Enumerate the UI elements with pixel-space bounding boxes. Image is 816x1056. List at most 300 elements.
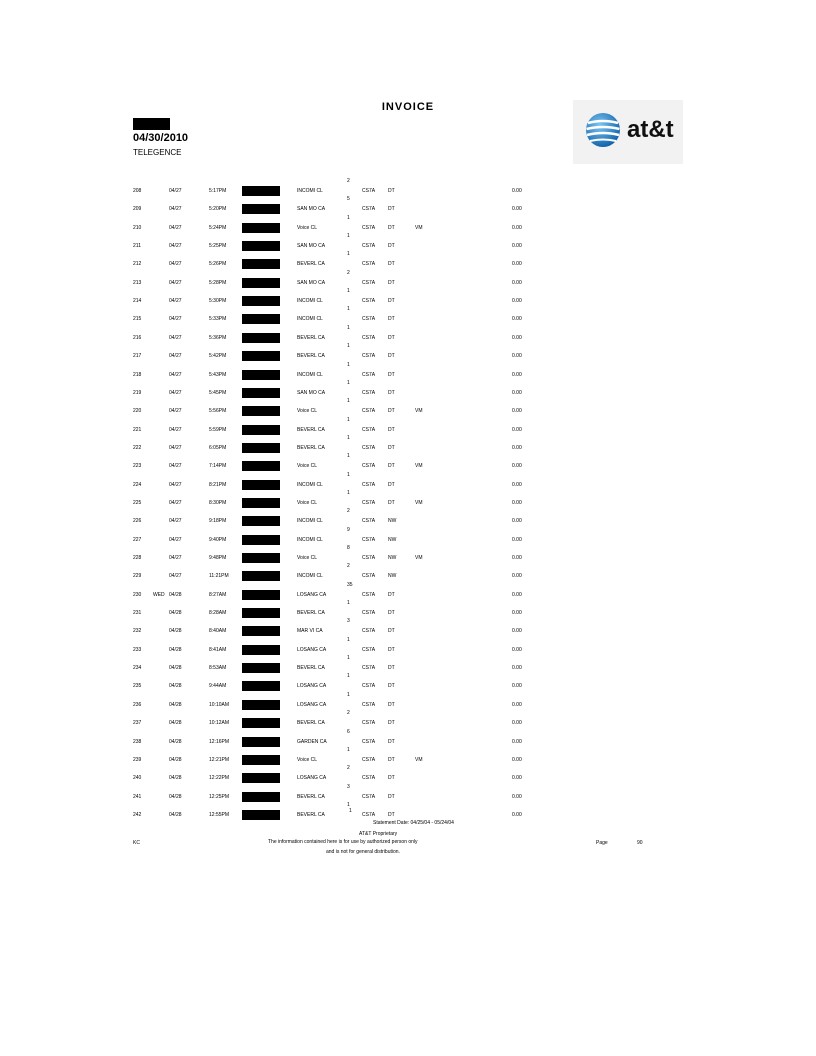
row-index: 229 — [133, 573, 142, 580]
row-feature-code: NW — [388, 555, 397, 561]
row-date: 04/28 — [169, 665, 182, 672]
table-row — [0, 343, 816, 361]
row-location: SAN MO CA — [297, 206, 326, 213]
row-date: 04/27 — [169, 279, 182, 286]
row-rate-code: CS7A — [362, 389, 376, 396]
redacted-number — [242, 351, 280, 361]
row-rate-code: CS7A — [362, 665, 376, 672]
redacted-number — [242, 498, 280, 508]
row-date: 04/27 — [169, 573, 182, 580]
row-date: 04/27 — [169, 481, 182, 488]
footer-code: KC — [133, 840, 140, 846]
row-time: 5:59PM — [209, 426, 227, 433]
row-feature-code: DT — [388, 298, 395, 305]
row-minutes: 1 — [347, 324, 350, 331]
table-row — [0, 398, 816, 416]
row-amount: 0.00 — [512, 536, 522, 543]
table-row — [0, 417, 816, 435]
row-feature-code: DT — [388, 444, 395, 451]
row-date: 04/27 — [169, 518, 182, 525]
row-voicemail-flag: VM — [415, 463, 423, 470]
invoice-title: INVOICE — [381, 101, 435, 113]
row-rate-code: CS7A — [362, 738, 376, 745]
row-voicemail-flag: VM — [415, 555, 423, 561]
row-index: 236 — [133, 701, 142, 708]
table-row — [0, 325, 816, 343]
row-time: 9:44AM — [209, 683, 227, 690]
row-date: 04/27 — [169, 444, 182, 451]
redacted-number — [242, 241, 280, 251]
row-minutes: 5 — [347, 196, 350, 203]
table-row — [0, 802, 816, 820]
row-time: 5:26PM — [209, 261, 227, 268]
row-rate-code: CS7A — [362, 591, 376, 598]
row-index: 228 — [133, 555, 142, 561]
row-minutes: 1 — [347, 306, 350, 313]
redacted-number — [242, 571, 280, 581]
table-row — [0, 306, 816, 324]
row-index: 234 — [133, 665, 142, 672]
row-voicemail-flag: VM — [415, 756, 423, 763]
row-time: 7:14PM — [209, 463, 227, 470]
row-minutes: 1 — [347, 361, 350, 368]
row-index: 214 — [133, 298, 142, 305]
row-date: 04/28 — [169, 775, 182, 782]
row-index: 220 — [133, 408, 142, 415]
row-voicemail-flag: VM — [415, 499, 423, 506]
row-location: INCOMI CL — [297, 298, 323, 305]
table-row — [0, 233, 816, 251]
row-feature-code: DT — [388, 334, 395, 341]
row-amount: 0.00 — [512, 371, 522, 378]
row-date: 04/27 — [169, 243, 182, 250]
row-minutes: 2 — [347, 710, 350, 717]
row-index: 232 — [133, 628, 142, 635]
row-rate-code: CS7A — [362, 499, 376, 506]
row-minutes: 2 — [347, 508, 350, 515]
row-amount: 0.00 — [512, 243, 522, 250]
row-location: BEVERL CA — [297, 353, 325, 360]
row-time: 9:40PM — [209, 536, 227, 543]
row-location: Voice CL — [297, 555, 318, 561]
table-row — [0, 637, 816, 655]
row-minutes: 2 — [347, 269, 350, 276]
row-feature-code: DT — [388, 628, 395, 635]
table-row — [0, 251, 816, 269]
row-time: 10:10AM — [209, 701, 230, 708]
row-feature-code: NW — [388, 536, 397, 543]
row-rate-code: CS7A — [362, 793, 376, 800]
table-row — [0, 215, 816, 233]
row-location: LOSANG CA — [297, 646, 327, 653]
row-amount: 0.00 — [512, 224, 522, 231]
row-rate-code: CS7A — [362, 261, 376, 268]
row-time: 8:53AM — [209, 665, 227, 672]
row-rate-code: CS7A — [362, 646, 376, 653]
row-amount: 0.00 — [512, 481, 522, 488]
row-location: INCOMI CL — [297, 316, 323, 323]
row-weekday: WED — [153, 591, 165, 598]
row-feature-code: NW — [388, 518, 397, 525]
row-time: 9:48PM — [209, 555, 227, 561]
row-rate-code: CS7A — [362, 683, 376, 690]
row-location: Voice CL — [297, 756, 318, 763]
table-row — [0, 270, 816, 288]
row-amount: 0.00 — [512, 206, 522, 213]
confidentiality-notice-line1: The information contained here is for use by authorized person only — [268, 839, 418, 845]
row-feature-code: DT — [388, 591, 395, 598]
row-date: 04/28 — [169, 811, 182, 818]
table-row — [0, 692, 816, 710]
table-row — [0, 765, 816, 783]
row-date: 04/27 — [169, 408, 182, 415]
row-location: Voice CL — [297, 224, 318, 231]
redacted-number — [242, 792, 280, 802]
row-date: 04/27 — [169, 188, 182, 194]
row-date: 04/28 — [169, 683, 182, 690]
row-minutes: 1 — [347, 233, 350, 240]
table-row — [0, 490, 816, 508]
row-date: 04/27 — [169, 371, 182, 378]
row-date: 04/27 — [169, 206, 182, 213]
row-rate-code: CS7A — [362, 444, 376, 451]
table-row — [0, 747, 816, 765]
redacted-number — [242, 626, 280, 636]
row-location: INCOMI CL — [297, 481, 323, 488]
row-time: 8:41AM — [209, 646, 227, 653]
row-time: 5:33PM — [209, 316, 227, 323]
page-number: 90 — [637, 840, 643, 846]
redacted-number — [242, 553, 280, 563]
row-rate-code: CS7A — [362, 408, 376, 415]
row-date: 04/28 — [169, 646, 182, 653]
redacted-number — [242, 645, 280, 655]
table-row — [0, 380, 816, 398]
redacted-number — [242, 535, 280, 545]
row-date: 04/27 — [169, 298, 182, 305]
row-index: 209 — [133, 206, 142, 213]
row-amount: 0.00 — [512, 518, 522, 525]
redacted-number — [242, 278, 280, 288]
row-amount: 0.00 — [512, 720, 522, 727]
row-index: 231 — [133, 610, 142, 617]
redacted-number — [242, 718, 280, 728]
table-row — [0, 673, 816, 691]
row-feature-code: DT — [388, 188, 395, 194]
row-rate-code: CS7A — [362, 353, 376, 360]
row-time: 12:16PM — [209, 738, 230, 745]
row-feature-code: DT — [388, 499, 395, 506]
row-amount: 0.00 — [512, 738, 522, 745]
row-index: 227 — [133, 536, 142, 543]
row-minutes: 1 — [347, 471, 350, 478]
row-index: 221 — [133, 426, 142, 433]
row-location: Voice CL — [297, 499, 318, 506]
row-minutes: 1 — [347, 214, 350, 221]
row-time: 11:21PM — [209, 573, 229, 580]
table-row — [0, 729, 816, 747]
row-location: BEVERL CA — [297, 444, 325, 451]
row-feature-code: DT — [388, 353, 395, 360]
row-minutes: 1 — [347, 379, 350, 386]
redacted-number — [242, 223, 280, 233]
redacted-number — [242, 516, 280, 526]
row-time: 5:36PM — [209, 334, 227, 341]
statement-date: Statement Date: 04/25/04 - 05/24/04 — [373, 820, 454, 826]
redacted-number — [242, 186, 280, 196]
row-date: 04/27 — [169, 224, 182, 231]
row-minutes: 1 — [347, 416, 350, 423]
row-rate-code: CS7A — [362, 224, 376, 231]
row-minutes: 3 — [347, 783, 350, 790]
row-location: BEVERL CA — [297, 665, 325, 672]
row-rate-code: CS7A — [362, 279, 376, 286]
row-location: SAN MO CA — [297, 243, 326, 250]
row-index: 225 — [133, 499, 142, 506]
row-index: 224 — [133, 481, 142, 488]
row-rate-code: CS7A — [362, 334, 376, 341]
row-rate-code: CS7A — [362, 811, 376, 818]
row-feature-code: DT — [388, 408, 395, 415]
row-minutes: 1 — [347, 746, 350, 753]
table-row — [0, 655, 816, 673]
row-index: 219 — [133, 389, 142, 396]
row-location: INCOMI CL — [297, 371, 323, 378]
redacted-number — [242, 204, 280, 214]
row-feature-code: NW — [388, 573, 397, 580]
row-rate-code: CS7A — [362, 536, 376, 543]
table-row — [0, 600, 816, 618]
row-time: 8:40AM — [209, 628, 227, 635]
row-location: LOSANG CA — [297, 701, 327, 708]
row-minutes: 1 — [347, 489, 350, 496]
redacted-number — [242, 681, 280, 691]
row-location: LOSANG CA — [297, 683, 327, 690]
row-time: 8:28AM — [209, 610, 227, 617]
row-index: 208 — [133, 188, 142, 194]
trailing-minutes: 1 — [349, 808, 352, 814]
row-location: INCOMI CL — [297, 536, 323, 543]
redacted-number — [242, 590, 280, 600]
row-date: 04/28 — [169, 720, 182, 727]
row-rate-code: CS7A — [362, 298, 376, 305]
table-row — [0, 453, 816, 471]
row-feature-code: DT — [388, 463, 395, 470]
table-row — [0, 618, 816, 636]
row-location: INCOMI CL — [297, 573, 323, 580]
att-wordmark: at&t — [627, 116, 674, 143]
row-rate-code: CS7A — [362, 426, 376, 433]
row-location: LOSANG CA — [297, 591, 327, 598]
row-rate-code: CS7A — [362, 720, 376, 727]
row-minutes: 6 — [347, 728, 350, 735]
row-time: 5:28PM — [209, 279, 227, 286]
row-index: 242 — [133, 811, 142, 818]
table-row — [0, 435, 816, 453]
row-feature-code: DT — [388, 756, 395, 763]
row-feature-code: DT — [388, 224, 395, 231]
row-index: 215 — [133, 316, 142, 323]
redacted-number — [242, 406, 280, 416]
row-location: BEVERL CA — [297, 610, 325, 617]
row-date: 04/27 — [169, 261, 182, 268]
row-amount: 0.00 — [512, 298, 522, 305]
row-feature-code: DT — [388, 261, 395, 268]
row-rate-code: CS7A — [362, 573, 376, 580]
row-amount: 0.00 — [512, 628, 522, 635]
row-time: 12:22PM — [209, 775, 230, 782]
row-minutes: 8 — [347, 545, 350, 551]
row-index: 217 — [133, 353, 142, 360]
row-date: 04/27 — [169, 334, 182, 341]
row-index: 240 — [133, 775, 142, 782]
row-amount: 0.00 — [512, 389, 522, 396]
row-minutes: 1 — [347, 398, 350, 405]
row-time: 9:18PM — [209, 518, 227, 525]
row-minutes: 35 — [347, 581, 353, 588]
row-date: 04/27 — [169, 536, 182, 543]
row-feature-code: DT — [388, 701, 395, 708]
row-amount: 0.00 — [512, 811, 522, 818]
row-location: BEVERL CA — [297, 793, 325, 800]
row-time: 10:12AM — [209, 720, 230, 727]
redacted-number — [242, 663, 280, 673]
table-row — [0, 196, 816, 214]
redacted-number — [242, 810, 280, 820]
row-minutes: 1 — [347, 636, 350, 643]
redacted-number — [242, 608, 280, 618]
row-time: 12:55PM — [209, 811, 230, 818]
confidentiality-notice-line2: and is not for general distribution. — [326, 849, 400, 855]
row-location: BEVERL CA — [297, 811, 325, 818]
row-location: LOSANG CA — [297, 775, 327, 782]
row-amount: 0.00 — [512, 683, 522, 690]
redacted-number — [242, 425, 280, 435]
row-time: 6:05PM — [209, 444, 227, 451]
redacted-number — [242, 480, 280, 490]
row-index: 223 — [133, 463, 142, 470]
row-date: 04/28 — [169, 756, 182, 763]
redacted-number — [242, 388, 280, 398]
row-date: 04/27 — [169, 316, 182, 323]
page-label: Page — [596, 840, 608, 846]
row-rate-code: CS7A — [362, 775, 376, 782]
table-row — [0, 472, 816, 490]
table-row — [0, 710, 816, 728]
row-amount: 0.00 — [512, 334, 522, 341]
proprietary-label: AT&T Proprietary — [359, 831, 398, 837]
redaction-block — [133, 118, 170, 130]
row-amount: 0.00 — [512, 775, 522, 782]
row-time: 5:20PM — [209, 206, 227, 213]
row-amount: 0.00 — [512, 646, 522, 653]
row-index: 241 — [133, 793, 142, 800]
row-date: 04/27 — [169, 463, 182, 470]
row-location: INCOMI CL — [297, 188, 323, 194]
row-amount: 0.00 — [512, 463, 522, 470]
row-location: Voice CL — [297, 408, 318, 415]
row-minutes: 1 — [347, 453, 350, 460]
att-logo — [573, 100, 683, 164]
row-date: 04/27 — [169, 353, 182, 360]
row-minutes: 1 — [347, 343, 350, 350]
row-date: 04/27 — [169, 389, 182, 396]
row-minutes: 3 — [347, 618, 350, 625]
row-amount: 0.00 — [512, 591, 522, 598]
redacted-number — [242, 296, 280, 306]
row-amount: 0.00 — [512, 756, 522, 763]
row-feature-code: DT — [388, 371, 395, 378]
row-index: 238 — [133, 738, 142, 745]
table-row — [0, 362, 816, 380]
row-minutes: 2 — [347, 178, 350, 184]
row-index: 239 — [133, 756, 142, 763]
row-time: 12:21PM — [209, 756, 230, 763]
row-feature-code: DT — [388, 243, 395, 250]
row-time: 5:17PM — [209, 188, 227, 194]
row-feature-code: DT — [388, 811, 395, 818]
table-row — [0, 784, 816, 802]
row-amount: 0.00 — [512, 261, 522, 268]
row-feature-code: DT — [388, 646, 395, 653]
row-date: 04/27 — [169, 426, 182, 433]
row-feature-code: DT — [388, 665, 395, 672]
redacted-number — [242, 443, 280, 453]
row-rate-code: CS7A — [362, 206, 376, 213]
row-feature-code: DT — [388, 389, 395, 396]
row-amount: 0.00 — [512, 665, 522, 672]
row-rate-code: CS7A — [362, 628, 376, 635]
row-index: 216 — [133, 334, 142, 341]
row-rate-code: CS7A — [362, 316, 376, 323]
row-time: 5:45PM — [209, 389, 227, 396]
row-minutes: 1 — [347, 600, 350, 607]
row-minutes: 1 — [347, 434, 350, 441]
row-amount: 0.00 — [512, 610, 522, 617]
row-rate-code: CS7A — [362, 463, 376, 470]
row-time: 8:30PM — [209, 499, 227, 506]
row-feature-code: DT — [388, 610, 395, 617]
row-location: GARDEN CA — [297, 738, 327, 745]
row-location: SAN MO CA — [297, 389, 326, 396]
table-row — [0, 582, 816, 600]
row-minutes: 1 — [347, 691, 350, 698]
row-location: SAN MO CA — [297, 279, 326, 286]
redacted-number — [242, 333, 280, 343]
row-amount: 0.00 — [512, 793, 522, 800]
row-rate-code: CS7A — [362, 756, 376, 763]
row-date: 04/27 — [169, 499, 182, 506]
row-date: 04/28 — [169, 610, 182, 617]
row-time: 5:42PM — [209, 353, 227, 360]
redacted-number — [242, 370, 280, 380]
row-index: 235 — [133, 683, 142, 690]
table-row — [0, 508, 816, 526]
row-amount: 0.00 — [512, 279, 522, 286]
row-amount: 0.00 — [512, 188, 522, 194]
redacted-number — [242, 259, 280, 269]
redacted-number — [242, 700, 280, 710]
row-rate-code: CS7A — [362, 518, 376, 525]
row-index: 230 — [133, 591, 142, 598]
row-minutes: 1 — [347, 288, 350, 295]
redacted-number — [242, 755, 280, 765]
table-row — [0, 545, 816, 563]
row-index: 212 — [133, 261, 142, 268]
row-minutes: 9 — [347, 526, 350, 533]
row-amount: 0.00 — [512, 353, 522, 360]
row-feature-code: DT — [388, 775, 395, 782]
